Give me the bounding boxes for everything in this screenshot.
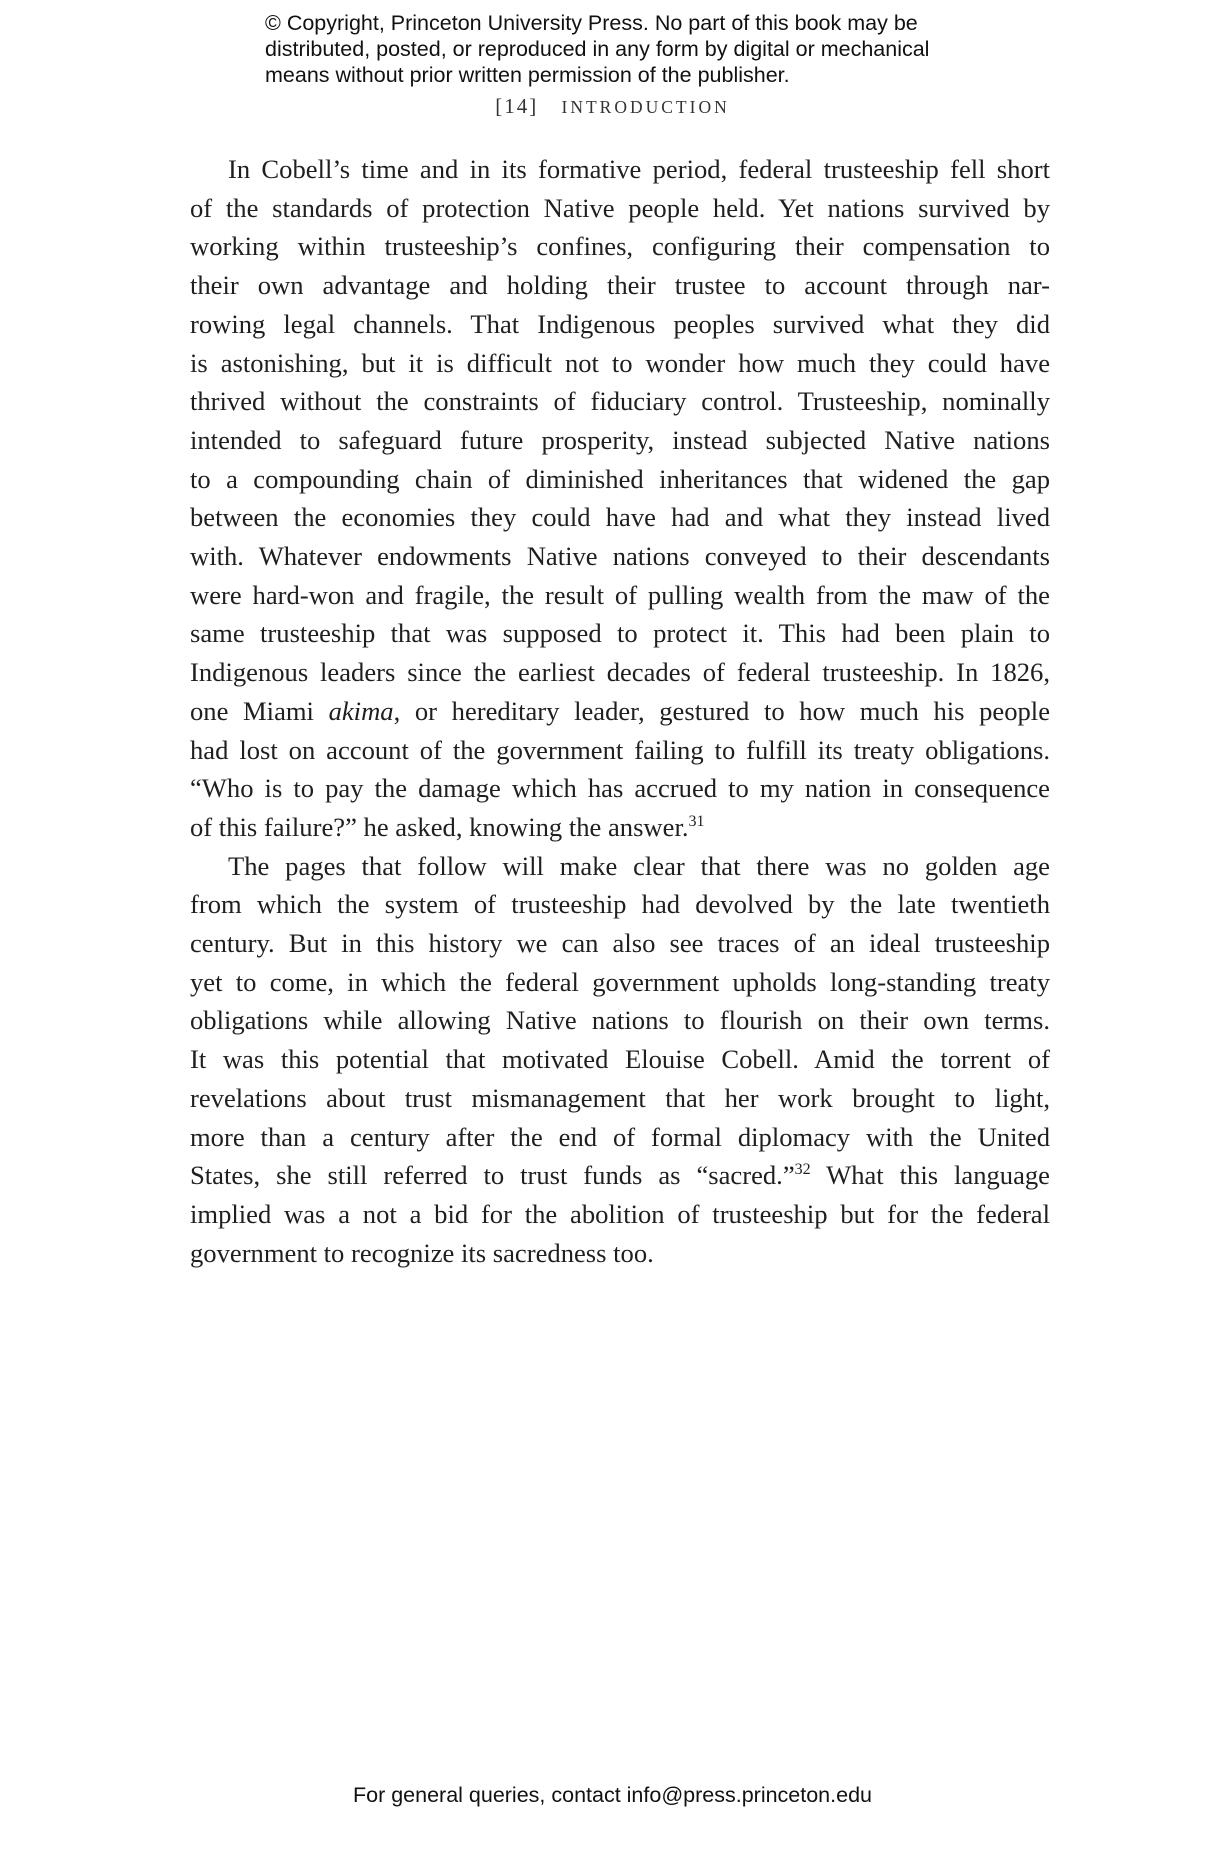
text-line: government to recognize its sacredness too. <box>190 1237 654 1268</box>
text-span: of this failure?” he asked, knowing the answer. <box>190 811 689 842</box>
italic-term: akima <box>328 695 394 726</box>
text-line: yet to come, in which the federal government upholds long-standing treaty <box>190 966 1050 997</box>
copyright-notice <box>265 10 1045 88</box>
text-line: century. But in this history we can also see traces of an ideal trusteeship <box>190 928 1050 959</box>
footnote-reference[interactable]: 32 <box>794 1161 811 1179</box>
footnote-reference[interactable]: 31 <box>688 812 705 830</box>
text-line: rowing legal channels. That Indigenous peoples survived what they did <box>190 308 1050 339</box>
text-line: between the economies they could have had and what they instead lived <box>190 502 1050 533</box>
text-span: one Miami <box>190 695 329 726</box>
text-line: more than a century after the end of formal diplomacy with the United <box>190 1121 1050 1152</box>
chapter-title: INTRODUCTION <box>561 97 730 117</box>
text-line: It was this potential that motivated Elouise Cobell. Amid the torrent of <box>190 1044 1050 1075</box>
page-number: [14] <box>495 94 539 118</box>
paragraph-1 <box>190 150 1050 847</box>
body-text <box>190 150 1050 1272</box>
text-line: of the standards of protection Native people held. Yet nations survived by <box>190 192 1050 223</box>
footer-contact: For general queries, contact info@press.princeton.edu <box>352 1783 872 1807</box>
text-line: to a compounding chain of diminished inheritances that widened the gap <box>190 463 1050 494</box>
text-line: revelations about trust mismanagement that her work brought to light, <box>190 1082 1050 1113</box>
text-line: implied was a not a bid for the abolition of trusteeship but for the federal <box>190 1198 1050 1229</box>
copyright-line: means without prior written permission of the publisher. <box>265 63 790 87</box>
running-head <box>0 94 1225 119</box>
copyright-line: distributed, posted, or reproduced in any form by digital or mechanical <box>265 37 930 61</box>
text-line <box>190 692 1050 731</box>
paragraph-2 <box>190 847 1050 1273</box>
text-line: with. Whatever endowments Native nations conveyed to their descendants <box>190 541 1050 572</box>
text-line: intended to safeguard future prosperity, instead subjected Native nations <box>190 424 1050 455</box>
text-line: In Cobell’s time and in its formative period, federal trusteeship fell short <box>228 154 1050 184</box>
text-line: thrived without the constraints of fiduciary control. Trusteeship, nominally <box>190 386 1050 417</box>
text-line: were hard-won and fragile, the result of pulling wealth from the maw of the <box>190 579 1050 610</box>
text-line: their own advantage and holding their trustee to account through nar- <box>190 270 1050 301</box>
text-line: obligations while allowing Native nations to flourish on their own terms. <box>190 1005 1050 1036</box>
text-line: is astonishing, but it is difficult not to wonder how much they could have <box>190 347 1050 378</box>
text-line: had lost on account of the government failing to fulfill its treaty obligations. <box>190 734 1050 765</box>
text-line: working within trusteeship’s confines, configuring their compensation to <box>190 231 1050 262</box>
text-line: The pages that follow will make clear that there was no golden age <box>228 850 1050 881</box>
text-line <box>190 1156 1050 1195</box>
copyright-line: © Copyright, Princeton University Press. No part of this book may be <box>265 11 918 35</box>
text-span: , or hereditary leader, gestured to how much his people <box>393 695 1050 726</box>
text-line: Indigenous leaders since the earliest decades of federal trusteeship. In 1826, <box>190 657 1050 688</box>
text-line <box>190 808 1050 847</box>
text-line: “Who is to pay the damage which has accrued to my nation in consequence <box>190 773 1050 804</box>
text-span: States, she still referred to trust funds as “sacred.” <box>190 1160 795 1191</box>
text-line: same trusteeship that was supposed to protect it. This had been plain to <box>190 618 1050 649</box>
text-span: What this language <box>810 1160 1050 1191</box>
text-line: from which the system of trusteeship had devolved by the late twentieth <box>190 889 1050 920</box>
